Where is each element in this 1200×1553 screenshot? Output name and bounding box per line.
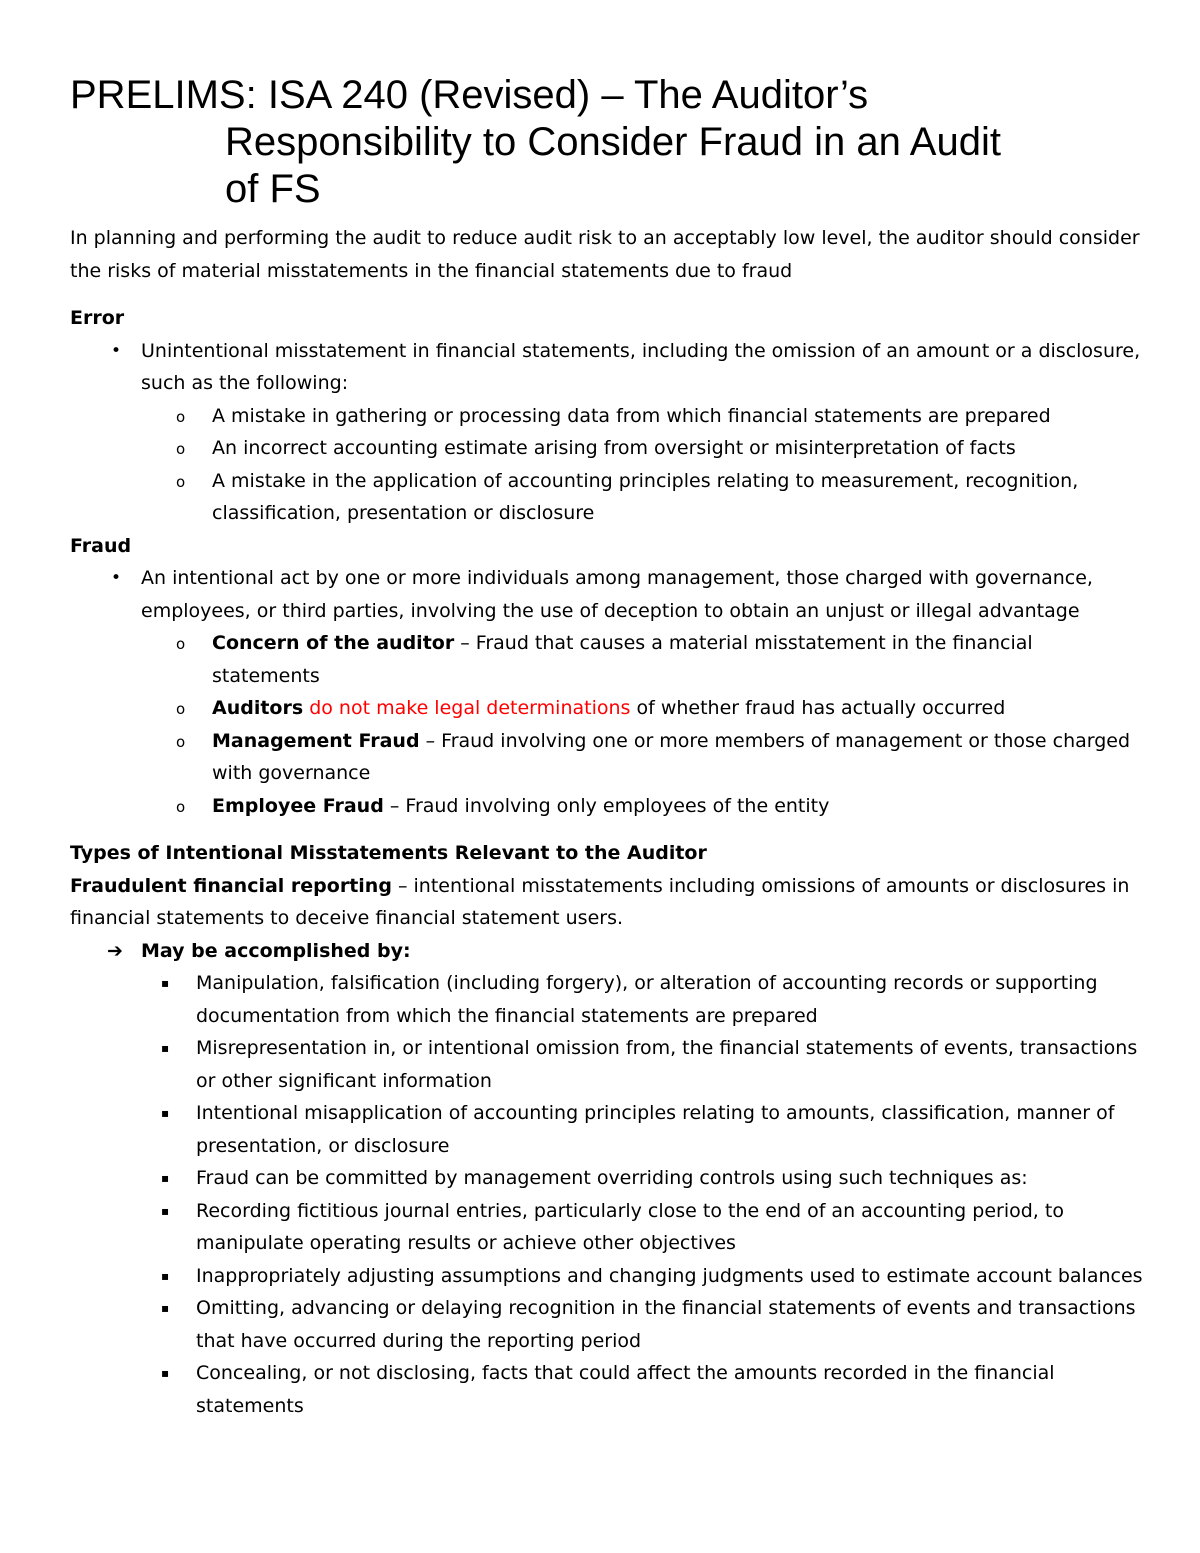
document-title (70, 72, 1150, 213)
technique-item: ▪ Inappropriately adjusting assumptions and changing judgments used to estimate account balances (70, 1260, 1145, 1293)
technique-item: ▪ Manipulation, falsification (including forgery), or alteration of accounting records or supporting documentation from which the financial statements are prepared (70, 967, 1145, 1032)
fraud-subitem: o Employee Fraud – Fraud involving only employees of the entity (70, 790, 1145, 823)
circle-bullet-icon: o (176, 797, 186, 816)
square-bullet-icon: ▪ (161, 1301, 170, 1315)
ffr-paragraph: Fraudulent financial reporting – intentional misstatements including omissions of amounts or disclosures in financial statements to deceive financial statement users. (70, 874, 1130, 929)
arrow-item: ➔ May be accomplished by: (70, 935, 1145, 968)
types-list (70, 935, 1145, 1423)
circle-bullet-icon: o (176, 472, 186, 491)
fraud-list (70, 562, 1145, 822)
arrow-right-icon: ➔ (107, 939, 123, 962)
document-body (70, 222, 1145, 1422)
highlighted-text: do not make legal determinations (303, 697, 631, 719)
technique-item: ▪ Intentional misapplication of accounting principles relating to amounts, classification, manner of presentation, or disclosure (70, 1097, 1145, 1162)
circle-bullet-icon: o (176, 732, 186, 751)
title-line-2: Responsibility to Consider Fraud in an Audit (225, 120, 1001, 164)
fraud-subitem: o Auditors do not make legal determinations of whether fraud has actually occurred (70, 692, 1145, 725)
square-bullet-icon: ▪ (161, 1171, 170, 1185)
circle-bullet-icon: o (176, 440, 186, 458)
fraud-heading: Fraud (70, 534, 132, 557)
types-heading: Types of Intentional Misstatements Relevant to the Auditor (70, 842, 707, 864)
error-bullet: • Unintentional misstatement in financial statements, including the omission of an amount or a disclosure, such as the following: (70, 335, 1145, 400)
error-subitem: o An incorrect accounting estimate arising from oversight or misinterpretation of facts (70, 432, 1145, 465)
circle-bullet-icon: o (176, 635, 186, 653)
technique-item: ▪ Concealing, or not disclosing, facts that could affect the amounts recorded in the financial statements (70, 1357, 1145, 1422)
technique-item: ▪ Recording fictitious journal entries, particularly close to the end of an accounting period, to manipulate operating results or achieve other objectives (70, 1195, 1145, 1260)
error-heading: Error (70, 307, 125, 329)
circle-bullet-icon: o (176, 407, 186, 426)
square-bullet-icon: ▪ (161, 1041, 170, 1055)
title-line-3: of FS (225, 167, 321, 211)
error-subitem: o A mistake in the application of accounting principles relating to measurement, recognition, classification, presentation or disclosure (70, 465, 1145, 530)
technique-item: ▪ Fraud can be committed by management overriding controls using such techniques as: (70, 1162, 1145, 1195)
error-list (70, 335, 1145, 530)
square-bullet-icon: ▪ (161, 976, 170, 990)
bullet-dot-icon: • (111, 568, 122, 588)
technique-item: ▪ Omitting, advancing or delaying recognition in the financial statements of events and transactions that have occurred during the reporting period (70, 1292, 1145, 1357)
error-subitem: o A mistake in gathering or processing data from which financial statements are prepared (70, 400, 1145, 433)
circle-bullet-icon: o (176, 700, 186, 718)
title-line-1: PRELIMS: ISA 240 (Revised) – The Auditor’s (70, 73, 869, 117)
technique-item: ▪ Misrepresentation in, or intentional omission from, the financial statements of events, transactions or other significant information (70, 1032, 1145, 1097)
intro-paragraph: In planning and performing the audit to reduce audit risk to an acceptably low level, the auditor should consider the risks of material misstatements in the financial statements due to fraud (70, 227, 1140, 282)
fraud-bullet: • An intentional act by one or more individuals among management, those charged with governance, employees, or third parties, involving the use of deception to obtain an unjust or illegal advantage (70, 562, 1145, 627)
bullet-dot-icon: • (111, 340, 122, 361)
square-bullet-icon: ▪ (161, 1203, 170, 1218)
square-bullet-icon: ▪ (161, 1366, 170, 1380)
fraud-subitem: o Management Fraud – Fraud involving one or more members of management or those charged with governance (70, 725, 1145, 790)
square-bullet-icon: ▪ (161, 1106, 170, 1120)
square-bullet-icon: ▪ (161, 1268, 170, 1283)
fraud-subitem: o Concern of the auditor – Fraud that causes a material misstatement in the financial statements (70, 627, 1145, 692)
